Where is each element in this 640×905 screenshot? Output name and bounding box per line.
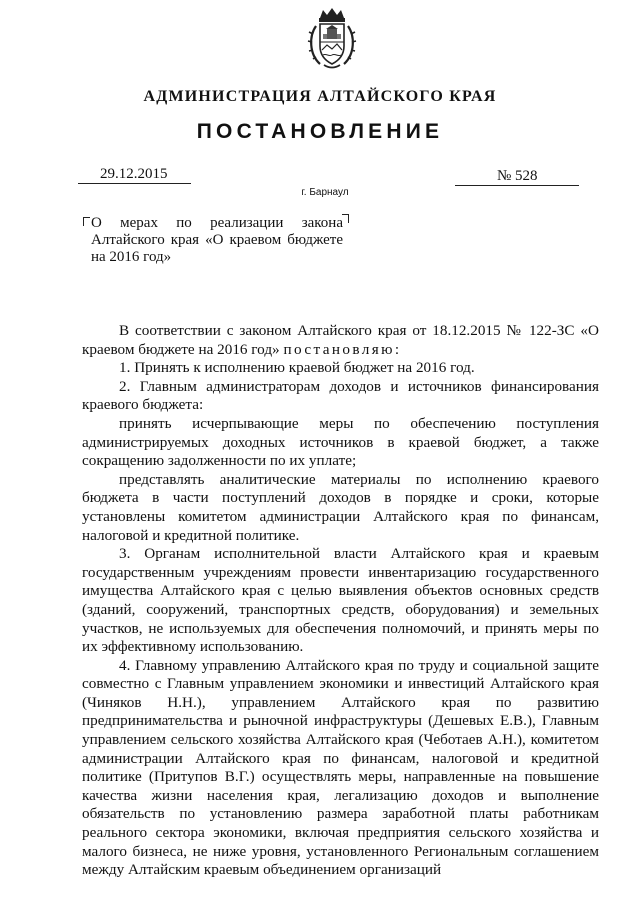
date-underline — [78, 183, 191, 184]
subject-bracket-left — [83, 217, 90, 226]
decree-word: постановляю: — [283, 340, 402, 358]
paragraph-3: 3. Органам исполнительной власти Алтайского края и краевым государственным учреждениям провести инвентаризацию государственного имущества Алтайского края с целью выявления объектов основных средств (зданий, сооружений, транспортных средств, оборудования) и земельных участков, не используемых для обеспечения полномочий, и принять меры по их эффективному использованию. — [82, 545, 599, 656]
paragraph-2b: представлять аналитические материалы по исполнению краевого бюджета в части поступлений доходов в порядке и сроки, которые установлены комитетом администрации Алтайского края по финансам, налоговой и кредитной политике. — [82, 470, 599, 544]
document-date: 29.12.2015 — [100, 166, 168, 182]
paragraph-1: 1. Принять к исполнению краевой бюджет на 2016 год. — [119, 359, 475, 377]
number-underline — [455, 185, 579, 186]
city: г. Барнаул — [301, 187, 349, 198]
document-number: № 528 — [497, 168, 538, 184]
document-body — [82, 322, 599, 880]
paragraph-2a: принять исчерпывающие меры по обеспечению поступления администрируемых доходных источников в краевой бюджет, а также сокращению задолженности по их уплате; — [82, 414, 599, 470]
document-subject: О мерах по реализации закона Алтайского края «О краевом бюджете на 2016 год» — [91, 215, 343, 265]
intro-text: В соответствии с законом Алтайского края от 18.12.2015 № 122-ЗС «О краевом бюджете на 2016 год» — [82, 322, 599, 358]
organization-name: АДМИНИСТРАЦИЯ АЛТАЙСКОГО КРАЯ — [143, 88, 497, 105]
document-type: ПОСТАНОВЛЕНИЕ — [196, 120, 444, 143]
paragraph-4: 4. Главному управлению Алтайского края по труду и социальной защите совместно с Главным управлением экономики и инвестиций Алтайского края (Чиняков Н.Н.), управлением Алтайского края по развитию предпринимательства и рыночной инфраструктуры (Дешевых Е.В.), Главным управлением сельского хозяйства Алтайского края (Чеботаев А.Н.), комитетом администрации Алтайского края по финансам, налоговой и кредитной политике (Притупов В.Г.) осуществлять меры, направленные на повышение качества жизни населения края, легализацию доходов и выполнение обязательств по установлению размера заработной платы работникам реального сектора экономики, включая предприятия сельского хозяйства и малого бизнеса, не ниже уровня, установленного Региональным соглашением между Алтайским краевым объединением организаций — [82, 656, 599, 879]
altai-krai-coat-of-arms-icon — [307, 6, 357, 72]
subject-bracket-right — [342, 214, 349, 223]
paragraph-2: 2. Главным администраторам доходов и источников финансирования краевого бюджета: — [82, 377, 599, 414]
intro-paragraph — [82, 322, 599, 359]
